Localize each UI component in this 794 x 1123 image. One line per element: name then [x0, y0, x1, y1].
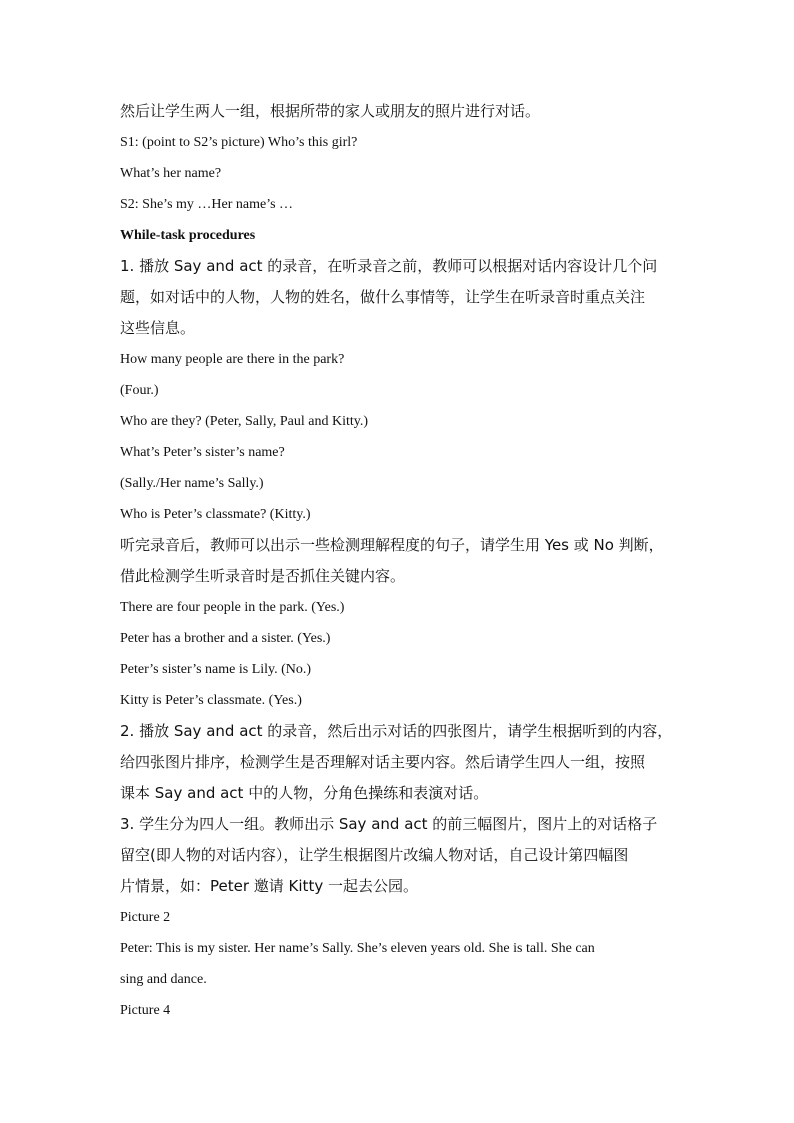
- step-1-line-1: 1. 播放 Say and act 的录音，在听录音之前，教师可以根据对话内容设计几个问: [120, 257, 658, 275]
- step-2-line-2: 给四张图片排序，检测学生是否理解对话主要内容。然后请学生四人一组，按照: [120, 753, 646, 771]
- dialogue-name-question: What’s her name?: [120, 166, 222, 181]
- step-3-line-1: 3. 学生分为四人一组。教师出示 Say and act 的前三幅图片，图片上的对话格子: [120, 815, 658, 833]
- question-classmate: Who is Peter’s classmate? (Kitty.): [120, 507, 311, 522]
- step-3-line-3: 片情景，如：Peter 邀请 Kitty 一起去公园。: [120, 877, 418, 895]
- peter-dialogue-line-1: Peter: This is my sister. Her name’s Sally. She’s eleven years old. She is tall. She can: [120, 941, 595, 956]
- statement-kitty-classmate: Kitty is Peter’s classmate. (Yes.): [120, 693, 302, 708]
- paragraph-check-line-2: 借此检测学生听录音时是否抓住关键内容。: [120, 567, 406, 585]
- answer-four: (Four.): [120, 383, 159, 398]
- document-body: [120, 96, 676, 1026]
- step-2-line-1: 2. 播放 Say and act 的录音，然后出示对话的四张图片，请学生根据听到的内容，: [120, 722, 673, 740]
- dialogue-s2-answer: S2: She’s my …Her name’s …: [120, 197, 294, 212]
- question-who-are-they: Who are they? (Peter, Sally, Paul and Kitty.): [120, 414, 368, 429]
- question-how-many-people: How many people are there in the park?: [120, 352, 345, 367]
- step-2-line-3: 课本 Say and act 中的人物，分角色操练和表演对话。: [120, 784, 489, 802]
- section-heading-while-task: While-task procedures: [120, 228, 256, 243]
- picture-2-label: Picture 2: [120, 910, 171, 925]
- step-1-line-2: 题，如对话中的人物，人物的姓名，做什么事情等，让学生在听录音时重点关注: [120, 288, 646, 306]
- step-3-line-2: 留空(即人物的对话内容），让学生根据图片改编人物对话，自己设计第四幅图: [120, 846, 629, 864]
- question-sister-name: What’s Peter’s sister’s name?: [120, 445, 285, 460]
- dialogue-s1-question: S1: (point to S2’s picture) Who’s this girl?: [120, 135, 358, 150]
- paragraph-check-line-1: 听完录音后，教师可以出示一些检测理解程度的句子，请学生用 Yes 或 No 判断，: [120, 536, 664, 554]
- peter-dialogue-line-2: sing and dance.: [120, 972, 207, 987]
- statement-brother-sister: Peter has a brother and a sister. (Yes.): [120, 631, 331, 646]
- statement-sister-lily: Peter’s sister’s name is Lily. (No.): [120, 662, 312, 677]
- picture-4-label: Picture 4: [120, 1003, 171, 1018]
- paragraph-intro-pair-work: 然后让学生两人一组，根据所带的家人或朋友的照片进行对话。: [120, 102, 541, 120]
- statement-four-people: There are four people in the park. (Yes.): [120, 600, 345, 615]
- answer-sally: (Sally./Her name’s Sally.): [120, 476, 264, 491]
- step-1-line-3: 这些信息。: [120, 319, 196, 337]
